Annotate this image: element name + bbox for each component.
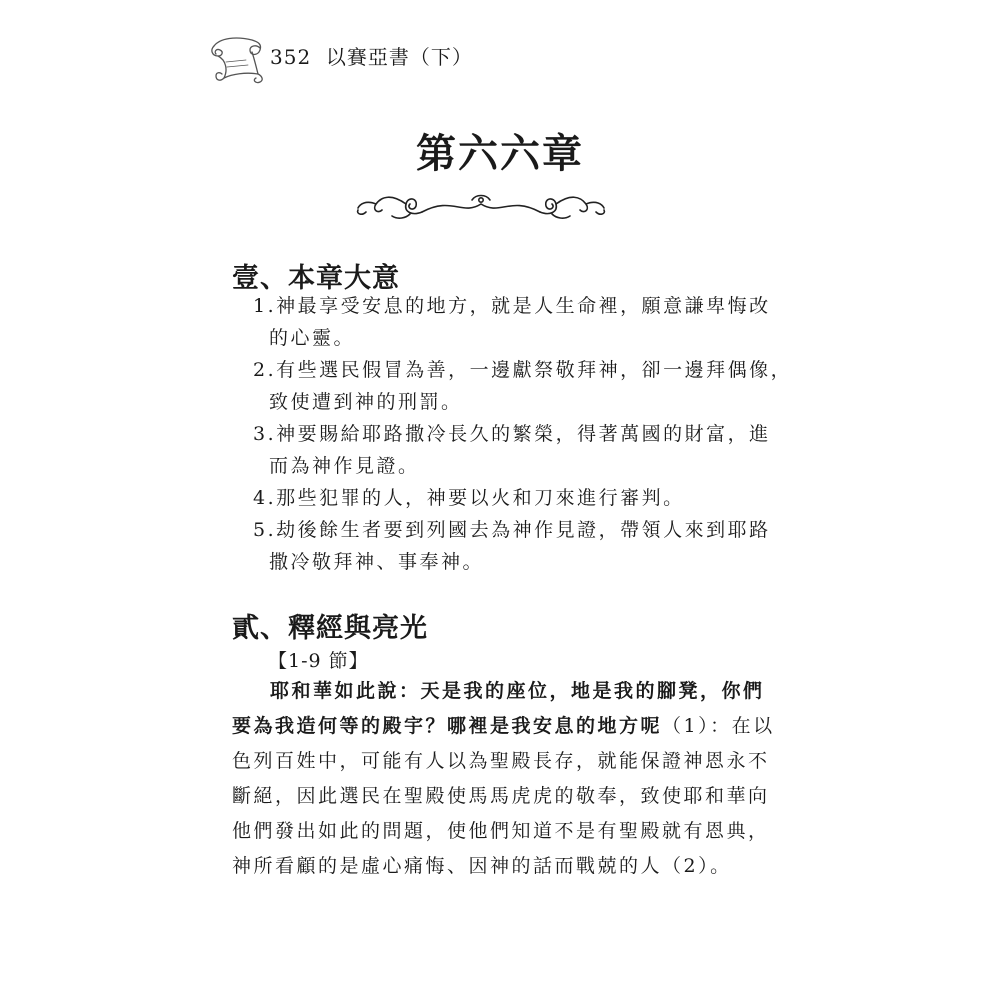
- list-item-line: 1.神最享受安息的地方，就是人生命裡，願意謙卑悔改: [253, 295, 771, 317]
- page-number: 352: [270, 44, 312, 69]
- list-item-line: 5.劫後餘生者要到列國去為神作見證，帶領人來到耶路: [253, 519, 771, 541]
- section-heading-exegesis: 貳、釋經與亮光: [232, 613, 428, 644]
- chapter-title: 第六六章: [416, 130, 584, 177]
- list-item-line: 的心靈。: [269, 327, 356, 349]
- summary-list: [253, 290, 793, 578]
- verse-citation: （1）：在以: [662, 715, 775, 737]
- paragraph-line: 神所看顧的是虛心痛悔、因神的話而戰兢的人（2）。: [232, 855, 732, 877]
- list-item-line: 2.有些選民假冒為善，一邊獻祭敬拜神，卻一邊拜偶像，: [253, 359, 793, 381]
- scripture-quote: 要為我造何等的殿宇？哪裡是我安息的地方呢: [232, 715, 663, 737]
- scroll-icon: [206, 30, 268, 86]
- list-item: [253, 290, 771, 354]
- list-item-line: 致使遭到神的刑罰。: [269, 391, 463, 413]
- list-item: [253, 482, 753, 514]
- list-item: [253, 354, 793, 418]
- paragraph-line: 斷絕，因此選民在聖殿使馬馬虎虎的敬奉，致使耶和華向: [232, 785, 770, 807]
- paragraph-line: 他們發出如此的問題，使他們知道不是有聖殿就有恩典，: [232, 820, 770, 842]
- list-item-line: 4.那些犯罪的人，神要以火和刀來進行審判。: [253, 487, 685, 509]
- verse-reference: 【1-9 節】: [268, 650, 369, 672]
- commentary-paragraph: [232, 674, 775, 884]
- list-item-line: 3.神要賜給耶路撒冷長久的繁榮，得著萬國的財富，進: [253, 423, 771, 445]
- paragraph-line: [232, 709, 775, 744]
- list-item: [253, 514, 771, 578]
- running-header: [206, 30, 473, 86]
- list-item: [253, 418, 771, 482]
- list-item-line: 撒冷敬拜神、事奉神。: [269, 551, 485, 573]
- flourish-ornament-icon: [352, 186, 610, 226]
- list-item-line: 而為神作見證。: [269, 455, 420, 477]
- book-title: 以賽亞書（下）: [325, 44, 473, 69]
- section-heading-summary: 壹、本章大意: [232, 263, 400, 294]
- paragraph-line: 色列百姓中，可能有人以為聖殿長存，就能保證神恩永不: [232, 750, 770, 772]
- header-text: [270, 41, 473, 70]
- paragraph-line: 耶和華如此說：天是我的座位，地是我的腳凳，你們: [270, 680, 765, 702]
